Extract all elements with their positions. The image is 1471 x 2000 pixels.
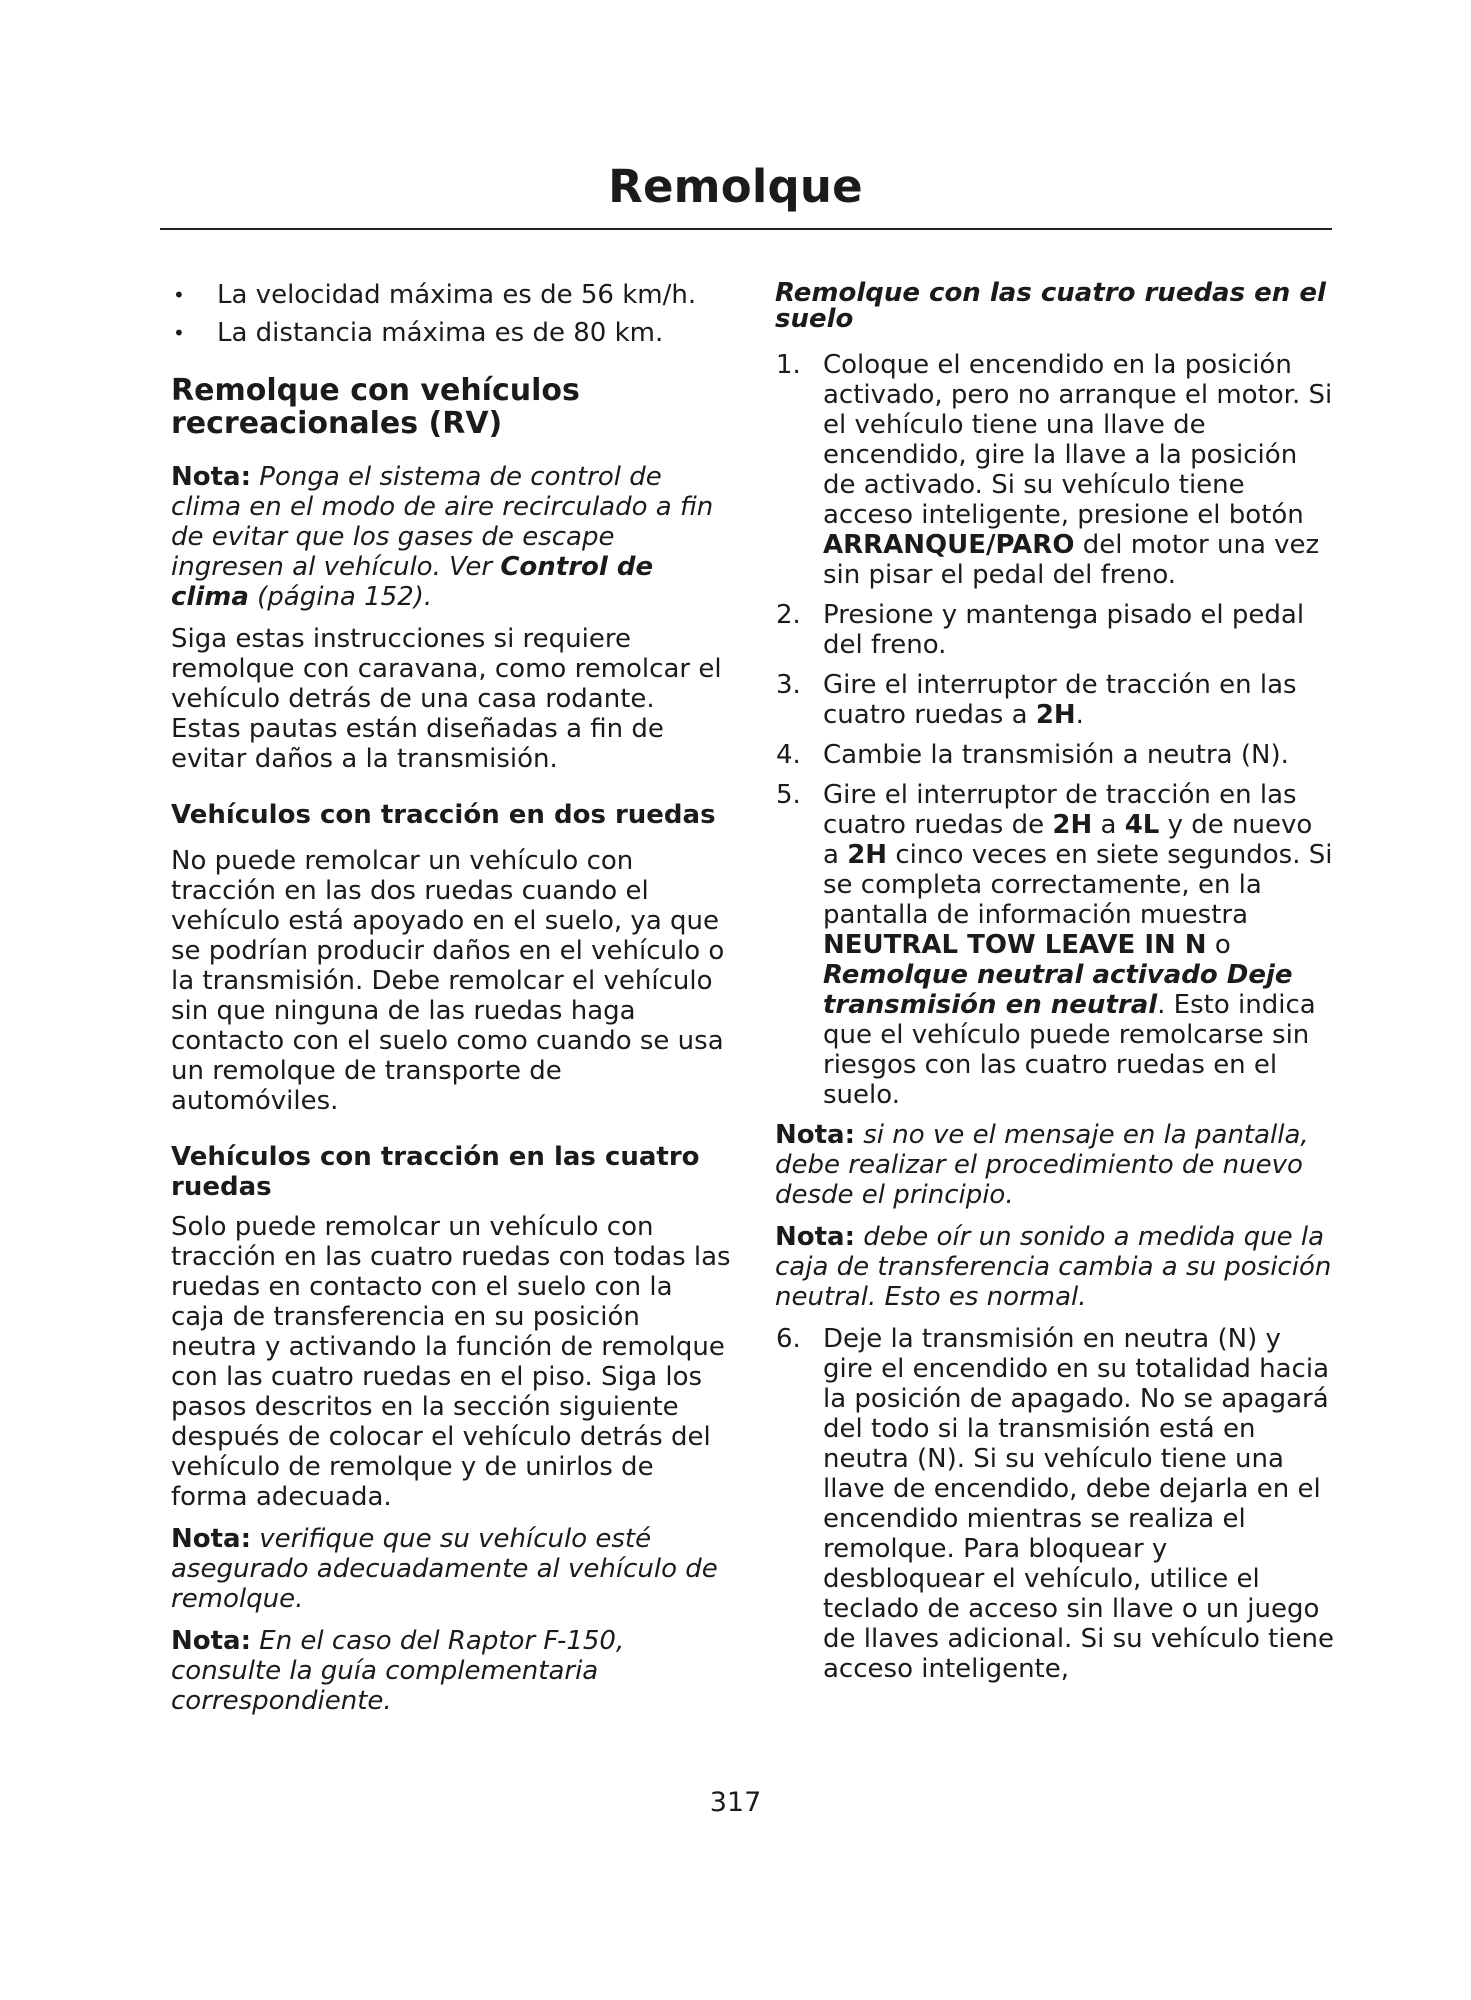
note-label: Nota: xyxy=(171,462,251,492)
step-2: 2. Presione y mantenga pisado el pedal del freno. xyxy=(776,600,1305,660)
note-label: Nota: xyxy=(171,1524,251,1554)
right-column xyxy=(775,280,1335,1694)
step-4: 4. Cambie la transmisión a neutra (N). xyxy=(776,740,1289,770)
four-wheel-paragraph: Solo puede remolcar un vehículo con tracción en las cuatro ruedas con todas las ruedas en contacto con el suelo con la caja de transferencia en su posición neutra y activando la función de remolque con las cuatro ruedas en el piso. Siga los pasos descritos en la sección siguiente después de colocar el vehículo detrás del vehículo de remolque y de unirlos de forma adecuada. xyxy=(171,1212,731,1512)
mode-2h: 2H xyxy=(1035,700,1076,730)
limits-bullet-list xyxy=(171,280,731,348)
rv-paragraph: Siga estas instrucciones si requiere remolque con caravana, como remolcar el vehículo detrás de una casa rodante. Estas pautas están diseñadas a fin de evitar daños a la transmisión. xyxy=(171,624,722,774)
four-wheels-ground-heading: Remolque con las cuatro ruedas en el suelo xyxy=(775,278,1326,334)
list-item: • La velocidad máxima es de 56 km/h. xyxy=(173,280,697,310)
note-label: Nota: xyxy=(171,1626,251,1656)
raptor-note: Nota: En el caso del Raptor F-150, consulte la guía complementaria correspondiente. xyxy=(171,1626,625,1716)
mode-4l: 4L xyxy=(1124,810,1160,840)
title-divider xyxy=(160,228,1332,230)
mode-2h: 2H xyxy=(847,840,888,870)
steps-list-continued xyxy=(775,1324,1335,1684)
step-5: 5. Gire el interruptor de tracción en las cuatro ruedas de 2H a 4L y de nuevo a 2H cinco veces en siete segundos. Si se completa correctamente, en la pantalla de información muestra NEUTRAL TOW LEAVE IN N o Remolque neutral activado Deje transmisión en neutral. Esto indica que el vehículo puede remolcarse sin riesgos con las cuatro ruedas en el suelo. xyxy=(776,780,1333,1110)
rv-heading: Remolque con vehículos recreacionales (RV) xyxy=(171,373,580,441)
mode-2h: 2H xyxy=(1052,810,1093,840)
sound-note: Nota: debe oír un sonido a medida que la caja de transferencia cambia a su posición neutral. Esto es normal. xyxy=(775,1222,1332,1312)
steps-list xyxy=(775,350,1335,1110)
start-stop-button-label: ARRANQUE/PARO xyxy=(823,530,1075,560)
four-wheel-heading: Vehículos con tracción en las cuatro ruedas xyxy=(171,1142,700,1202)
note-label: Nota: xyxy=(775,1120,855,1150)
page-number: 317 xyxy=(709,1787,762,1818)
two-wheel-paragraph: No puede remolcar un vehículo con tracción en las dos ruedas cuando el vehículo está apoyado en el suelo, ya que se podrían producir daños en el vehículo o la transmisión. Debe remolcar el vehículo sin que ninguna de las ruedas haga contacto con el suelo como cuando se usa un remolque de transporte de automóviles. xyxy=(171,846,725,1116)
rv-note: Nota: Ponga el sistema de control de clima en el modo de aire recirculado a fin de evitar que los gases de escape ingresen al vehículo. Ver Control de clima (página 152). xyxy=(171,462,714,612)
climate-control-link[interactable]: Control de clima xyxy=(171,552,654,612)
note-label: Nota: xyxy=(775,1222,855,1252)
secured-note: Nota: verifique que su vehículo esté asegurado adecuadamente al vehículo de remolque. xyxy=(171,1524,718,1614)
message-note: Nota: si no ve el mensaje en la pantalla, debe realizar el procedimiento de nuevo desde el principio. xyxy=(775,1120,1309,1210)
left-column xyxy=(171,280,731,1728)
bullet-icon: • xyxy=(173,283,185,307)
display-message-en: NEUTRAL TOW LEAVE IN N xyxy=(823,930,1207,960)
step-6: 6. Deje la transmisión en neutra (N) y gire el encendido en su totalidad hacia la posición de apagado. No se apagará del todo si la transmisión está en neutra (N). Si su vehículo tiene una llave de encendido, debe dejarla en el encendido mientras se realiza el remolque. Para bloquear y desbloquear el vehículo, utilice el teclado de acceso sin llave o un juego de llaves adicional. Si su vehículo tiene acceso inteligente, xyxy=(776,1324,1335,1684)
list-item: • La distancia máxima es de 80 km. xyxy=(173,318,664,348)
two-wheel-heading: Vehículos con tracción en dos ruedas xyxy=(171,800,716,830)
step-3: 3. Gire el interruptor de tracción en las cuatro ruedas a 2H. xyxy=(776,670,1297,730)
step-1: 1. Coloque el encendido en la posición activado, pero no arranque el motor. Si el vehículo tiene una llave de encendido, gire la llave a la posición de activado. Si su vehículo tiene acceso inteligente, presione el botón ARRANQUE/PARO del motor una vez sin pisar el pedal del freno. xyxy=(776,350,1333,590)
bullet-icon: • xyxy=(173,321,185,345)
display-message-es: Remolque neutral activado Deje transmisión en neutral xyxy=(823,960,1293,1020)
page-title: Remolque xyxy=(608,160,863,213)
